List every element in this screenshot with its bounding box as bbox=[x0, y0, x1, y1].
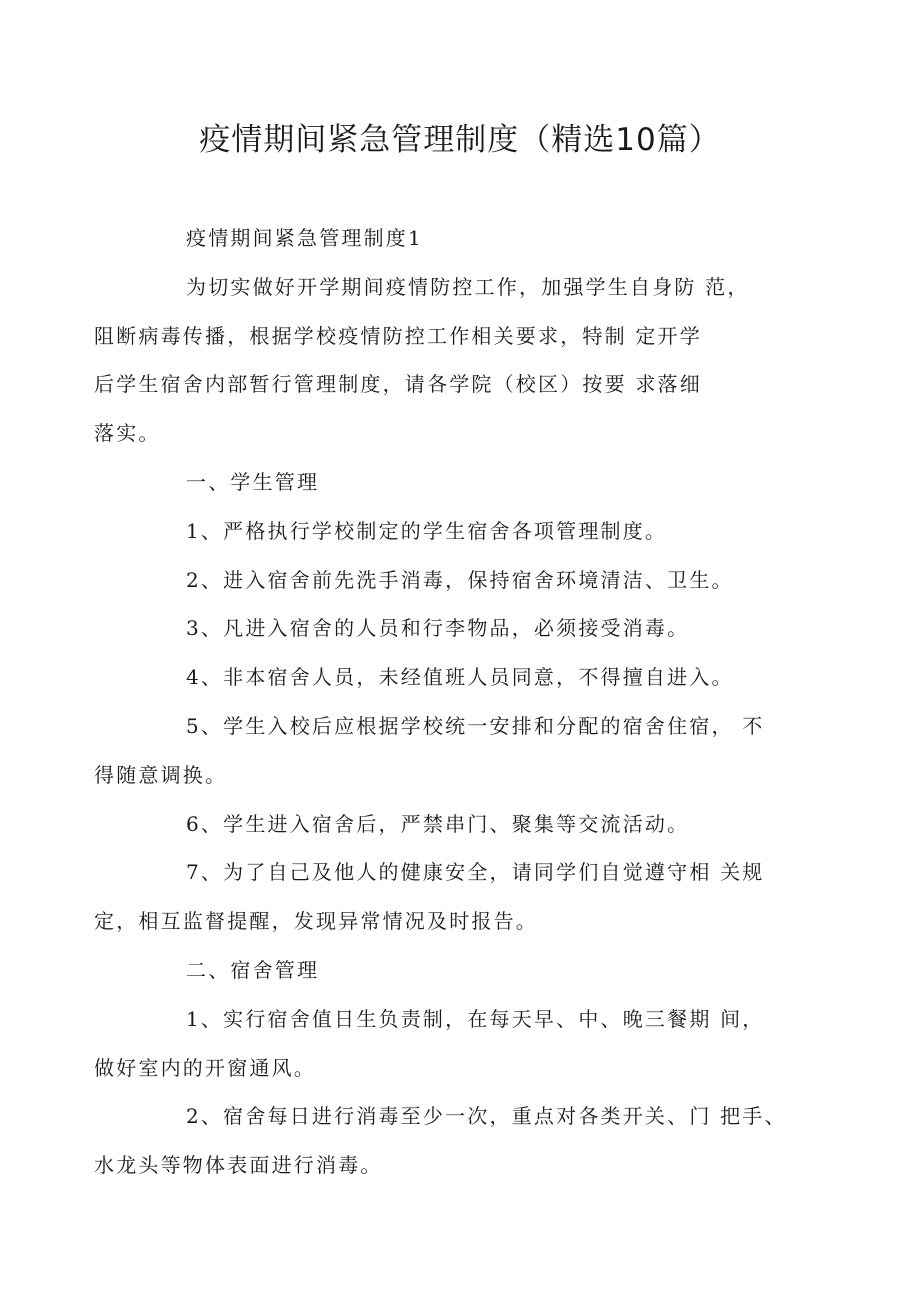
list-item bbox=[140, 653, 790, 702]
paragraph-line: 1、严格执行学校制定的学生宿舍各项管理制度。 bbox=[186, 518, 668, 543]
section-heading bbox=[140, 214, 790, 263]
paragraph-line: 3、凡进入宿舍的人员和行李物品，必须接受消毒。 bbox=[186, 616, 690, 641]
intro-paragraph bbox=[94, 263, 790, 458]
paragraph-line: 为切实做好开学期间疫情防控工作，加强学生自身防 范， bbox=[186, 274, 750, 299]
paragraph-line: 2、进入宿舍前先洗手消毒，保持宿舍环境清洁、卫生。 bbox=[186, 567, 734, 592]
list-item bbox=[94, 1092, 790, 1190]
paragraph-line: 做好室内的开窗通风。 bbox=[94, 1055, 316, 1080]
list-item bbox=[94, 848, 790, 946]
paragraph-line: 一、学生管理 bbox=[186, 469, 320, 494]
paragraph-line: 得随意调换。 bbox=[94, 762, 228, 787]
list-item bbox=[140, 507, 790, 556]
paragraph-line: 二、宿舍管理 bbox=[186, 957, 320, 982]
paragraph-line: 6、学生进入宿舍后，严禁串门、聚集等交流活动。 bbox=[186, 811, 690, 836]
list-item bbox=[140, 800, 790, 849]
document-body bbox=[94, 214, 790, 1190]
list-item bbox=[94, 702, 790, 800]
paragraph-line: 定，相互监督提醒，发现异常情况及时报告。 bbox=[94, 909, 538, 934]
section-heading bbox=[140, 458, 790, 507]
list-item bbox=[140, 604, 790, 653]
paragraph-line: 阻断病毒传播，根据学校疫情防控工作相关要求，特制 定开学 bbox=[94, 323, 702, 348]
paragraph-line: 疫情期间紧急管理制度1 bbox=[186, 226, 423, 250]
section-heading bbox=[140, 946, 790, 995]
paragraph-line: 后学生宿舍内部暂行管理制度，请各学院（校区）按要 求落细 bbox=[94, 372, 702, 397]
paragraph-line: 7、为了自己及他人的健康安全，请同学们自觉遵守相 关规 bbox=[186, 860, 765, 885]
paragraph-line: 1、实行宿舍值日生负责制，在每天早、中、晚三餐期 间， bbox=[186, 1006, 765, 1031]
paragraph-line: 4、非本宿舍人员，未经值班人员同意，不得擅自进入。 bbox=[186, 665, 734, 690]
list-item bbox=[140, 556, 790, 605]
paragraph-line: 2、宿舍每日进行消毒至少一次，重点对各类开关、门 把手、 bbox=[186, 1104, 787, 1129]
paragraph-line: 5、学生入校后应根据学校统一安排和分配的宿舍住宿， 不 bbox=[186, 713, 765, 738]
paragraph-line: 水龙头等物体表面进行消毒。 bbox=[94, 1153, 383, 1178]
list-item bbox=[94, 995, 790, 1093]
document-title: 疫情期间紧急管理制度（精选10篇） bbox=[199, 122, 721, 158]
paragraph-line: 落实。 bbox=[94, 421, 161, 446]
